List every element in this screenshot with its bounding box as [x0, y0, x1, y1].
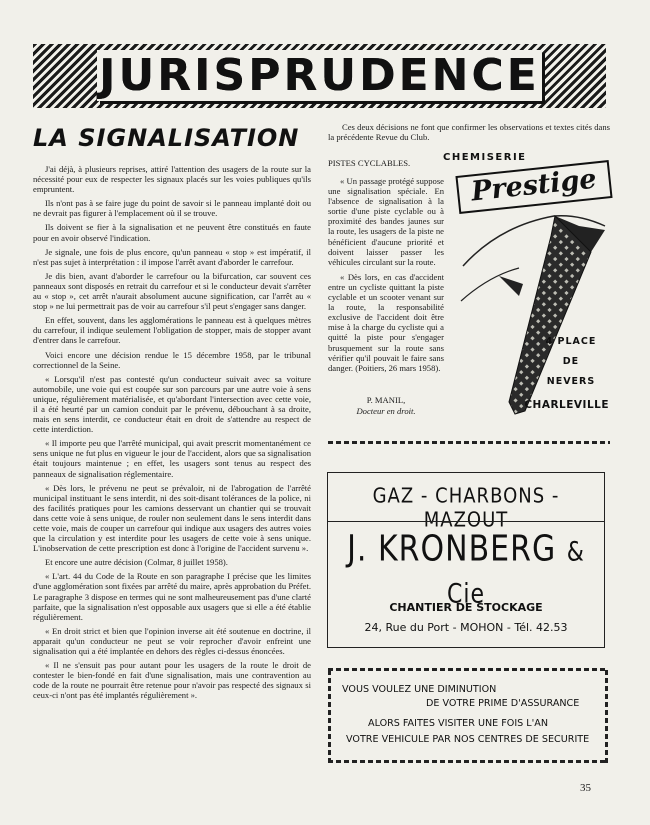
author-name: P. MANIL, — [366, 395, 406, 405]
article-paragraph: « Il ne s'ensuit pas pour autant pour les usagers de la route le droit de contester le bien-fondé en fait d'une signalisation, mais une contravention au code de la route ne pourrait être retenue pour n'avoir pas respecté des signaux si ceux-ci n'ont pas été implantés régulièrement ». — [33, 660, 311, 701]
author-title: Docteur en droit. — [356, 405, 416, 416]
dashed-border — [328, 760, 608, 763]
article-paragraph: Je signale, une fois de plus encore, qu'un panneau « stop » est impératif, il n'est pas sujet à interprétation : il impose l'arrêt avant d'aborder le carrefour. — [33, 246, 311, 267]
ad-city: CHARLEVILLE — [524, 399, 609, 411]
company-suffix: & Cie — [446, 537, 585, 610]
article-headline: LA SIGNALISATION — [33, 124, 300, 152]
article-paragraph: « Dès lors, le prévenu ne peut se prévaloir, ni de l'abrogation de l'arrêté municipal instituant le sens interdit, ni des soit-disant tolérances de la police, ni des facilités pratiques pour les camions desservant un chantier qui se trouvait dans cette voie à sens unique, de rouler non seulement dans le sens interdit dans cette voie, mais de couper un carrefour qui indique aux usagers des autres voies que la circulation y est interdite pour les usagers de cette voie à sens unique. L'inobservation de cette prescription est donc à l'origine de l'accident survenu ». — [33, 482, 311, 554]
article-paragraph: « En droit strict et bien que l'opinion inverse ait été soutenue en doctrine, il apparait qu'un conducteur ne peut se voir reprocher d'avoir enfreint une signalisation qui a été implantée en dehors des règles ci-dessus énoncées. — [33, 625, 311, 657]
prestige-advertisement — [443, 152, 609, 424]
address-line: 4 PLACE — [545, 336, 597, 347]
article-paragraph: « Il importe peu que l'arrêté municipal, qui avait prescrit momentanément ce sens unique ne fut plus en vigueur le jour de l'accident, alors que sa signalisation était toujours maintenue ; en effet, les usagers sont tenus au respect des panneaux de signalisation réglementaire. — [33, 438, 311, 479]
insurance-advertisement — [328, 668, 608, 763]
dashed-border — [605, 668, 608, 763]
article-paragraph: Ils n'ont pas à se faire juge du point de savoir si le panneau implanté doit ou ne devrait pas figurer à l'emplacement où il se trouve. — [33, 198, 311, 219]
ad-line: ALORS FAITES VISITER UNE FOIS L'AN — [368, 718, 549, 729]
ad-line: VOTRE VEHICULE PAR NOS CENTRES DE SECURITE — [346, 734, 590, 745]
address-line: NEVERS — [546, 376, 596, 387]
dashed-border — [328, 668, 608, 671]
dashed-border — [328, 668, 331, 763]
author-signature — [328, 395, 444, 416]
pistes-column — [328, 176, 444, 378]
brand-logo: Prestige — [455, 160, 612, 214]
subsection-title: PISTES CYCLABLES. — [328, 158, 411, 168]
article-paragraph: En effet, souvent, dans les agglomérations le panneau est à quelques mètres du carrefour, il indique seulement l'obligation de stopper, mais de stopper avant d'entrer dans le carrefour. — [33, 315, 311, 346]
intro-paragraph: Ces deux décisions ne font que confirmer les observations et textes cités dans la précédente Revue du Club. — [328, 122, 610, 143]
article-right-intro — [328, 122, 610, 142]
article-paragraph: Ils doivent se fier à la signalisation et ne peuvent être constitués en faute pour en avoir observé l'indication. — [33, 222, 311, 243]
ad-subtitle: CHANTIER DE STOCKAGE — [389, 601, 543, 614]
kronberg-advertisement — [327, 472, 605, 648]
ad-divider — [328, 521, 604, 522]
article-left-column — [33, 164, 311, 705]
ad-address: 24, Rue du Port - MOHON - Tél. 42.53 — [364, 621, 568, 634]
pistes-paragraph: « Dès lors, en cas d'accident entre un cycliste quittant la piste cyclable et un scooter venant sur la route, la responsabilité exclusive de l'accident doit être mise à la charge du cycliste qui a quitté la piste pour s'engager brusquement sur la route sans vérifier qu'il pouvait le faire sans danger. (Poitiers, 26 mars 1958). — [328, 271, 444, 373]
company-name: J. KRONBERG & Cie — [347, 528, 585, 610]
ad-address — [533, 332, 609, 392]
article-paragraph: « L'art. 44 du Code de la Route en son paragraphe I précise que les limites d'une agglomération sont fixées par arrêté du maire, après approbation du Préfet. Le paragraphe 3 dispose en termes qui ne sont malheureusement pas d'une clarté parfaite, que la signalisation n'est opposable aux usagers que si elle a été établie régulièrement. — [33, 571, 311, 622]
ad-line: VOUS VOULEZ UNE DIMINUTION — [342, 684, 497, 695]
ad-headline: GAZ - CHARBONS - MAZOUT — [372, 483, 560, 533]
article-paragraph: Je dis bien, avant d'aborder le carrefour ou la bifurcation, car souvent ces panneaux sont disposés en retrait du carrefour et si le conducteur devait s'arrêter au « stop », cet arrêt n'aurait absolument aucune signification, car l'arrêt au « stop » ne lui permettrait pas de voir au carrefour s'il peut s'engager sans danger. — [33, 270, 311, 312]
ad-line: DE VOTRE PRIME D'ASSURANCE — [426, 698, 580, 709]
article-paragraph: J'ai déjà, à plusieurs reprises, attiré l'attention des usagers de la route sur la nécessité pour eux de respecter les signaux placés sur les voies publiques qu'ils empruntent. — [33, 164, 311, 195]
address-line: DE — [562, 356, 580, 367]
section-title: JURISPRUDENCE — [99, 50, 540, 101]
page-number: 35 — [580, 782, 591, 794]
article-paragraph: Et encore une autre décision (Colmar, 8 juillet 1958). — [45, 557, 228, 568]
article-paragraph: « Lorsqu'il n'est pas contesté qu'un conducteur suivait avec sa voiture automobile, une voie qui est coupée sur son parcours par une autre voie à sens unique, régulièrement matérialisée, et qu'abordant l'intersection avec cette voie, il a été heurté par un camion conduit par le prévenu, débouchant à sa droite, mais en sens interdit, ce conducteur était en droit de s'attendre au respect de cette interdiction. — [33, 373, 311, 435]
dashed-divider — [328, 441, 610, 444]
section-banner — [33, 44, 606, 108]
pistes-paragraph: « Un passage protégé suppose une signalisation spéciale. En l'absence de signalisation à la sortie d'une piste cyclable ou à proximité des bandes jaunes sur la route, les usagers de la piste ne bénéficient d'aucune priorité et doivent laisser passer les véhicules circulant sur la route. — [328, 176, 444, 267]
ad-top-label: CHEMISERIE — [443, 152, 527, 163]
article-paragraph: Voici encore une décision rendue le 15 décembre 1958, par le tribunal correctionnel de la Seine. — [33, 349, 311, 370]
